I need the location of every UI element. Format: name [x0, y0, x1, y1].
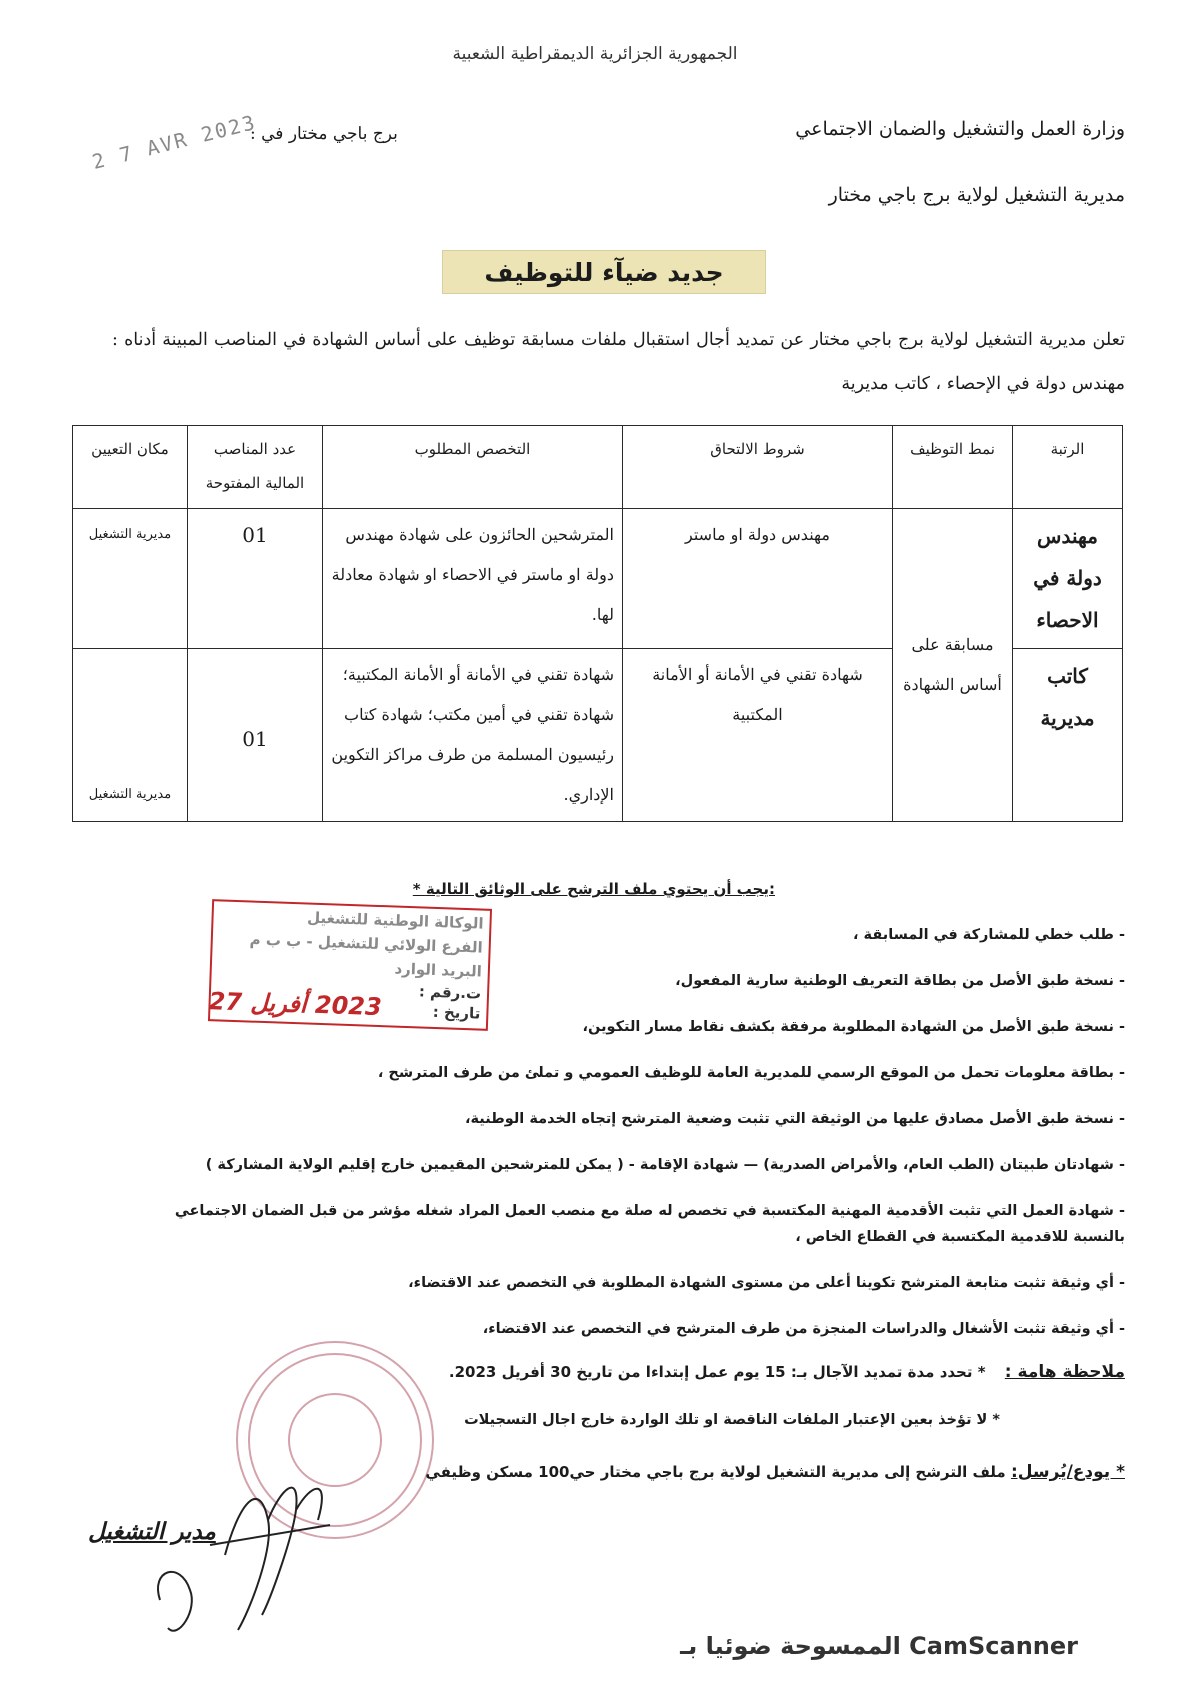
header-location: مكان التعيين — [73, 426, 188, 509]
stamp-ref: ت.رقم : — [418, 982, 482, 1003]
stamp-date: 2023 أفريل 27 — [208, 987, 383, 1022]
ministry-name: وزارة العمل والتشغيل والضمان الاجتماعي — [795, 118, 1125, 140]
date-stamp: 2 7 AVR 2023 — [89, 109, 259, 175]
header-conditions: شروط الالتحاق — [623, 426, 893, 509]
list-item: - نسخة طبق الأصل مصادق عليها من الوثيقة التي تثبت وضعية المترشح إتجاه الخدمة الوطنية، — [464, 1111, 1125, 1127]
camscanner-footer: الممسوحة ضوئيا بـ CamScanner — [680, 1632, 1078, 1660]
list-item: - أي وثيقة تثبت متابعة المترشح تكوينا أعلى من مستوى الشهادة المطلوبة في التخصص عند الاقتضاء، — [408, 1275, 1125, 1291]
stamp-line: البريد الوارد — [394, 959, 483, 981]
list-item: - شهادتان طبيتان (الطب العام، والأمراض الصدرية) — شهادة الإقامة - ( يمكن للمترشحين المقيمين خارج إقليم الولاية المشاركة ) — [205, 1157, 1125, 1173]
list-item: - شهادة العمل التي تثبت الأقدمية المهنية المكتسبة في تخصص له صلة مع منصب العمل المراد شغله مؤشر من قبل الضمان الاجتماعي بالنسبة للاقدمية المكتسبة في القطاع الخاص ، — [174, 1203, 1125, 1245]
location-cell: مديرية التشغيل — [73, 649, 188, 822]
rank-cell: مهندس دولة في الاحصاء — [1013, 509, 1123, 649]
list-item: - أي وثيقة تثبت الأشغال والدراسات المنجزة من طرف المترشح في التخصص عند الاقتضاء، — [482, 1321, 1125, 1337]
stamp-date-label: تاريخ : — [432, 1002, 481, 1023]
received-stamp — [208, 899, 492, 1031]
stamp-line: الفرع الولائي للتشغيل - ب ب م — [249, 930, 484, 957]
note-label: ملاحظة هامة : — [1004, 1362, 1125, 1382]
announcement-intro: تعلن مديرية التشغيل لولاية برج باجي مختار عن تمديد أجال استقبال ملفات مسابقة توظيف على أساس الشهادة في المناصب المبينة أدناه : مهندس دولة في الإحصاء ، كاتب مديرية — [112, 330, 1125, 394]
specialty-cell: شهادة تقني في الأمانة أو الأمانة المكتبية؛شهادة تقني في أمين مكتب؛ شهادة كتاب رئيسيون المسلمة من طرف مراكز التكوين الإداري. — [323, 649, 623, 822]
deposit-instruction — [425, 1462, 1125, 1482]
list-item: - نسخة طبق الأصل من الشهادة المطلوبة مرفقة بكشف نقاط مسار التكوين، — [582, 1019, 1125, 1035]
place-date-line: برج باجي مختار في : — [250, 124, 398, 144]
table-row — [73, 509, 1123, 649]
positions-cell: 01 — [188, 649, 323, 822]
specialty-cell: المترشحين الحائزون على شهادة مهندس دولة او ماستر في الاحصاء او شهادة معادلة لها. — [323, 509, 623, 649]
header-rank: الرتبة — [1013, 426, 1123, 509]
header-specialty: التخصص المطلوب — [323, 426, 623, 509]
note-extension: * تحدد مدة تمديد الآجال بـ: 15 يوم عمل إبتداءا من تاريخ 30 أفريل 2023. — [448, 1363, 986, 1381]
list-item: - بطاقة معلومات تحمل من الموقع الرسمي للمديرية العامة للوظيف العمومي و تملئ من طرف المترشح ، — [377, 1065, 1125, 1081]
rank-cell: كاتب مديرية — [1013, 649, 1123, 822]
directorate-name: مديرية التشغيل لولاية برج باجي مختار — [828, 184, 1125, 206]
conditions-cell: مهندس دولة او ماستر — [623, 509, 893, 649]
stamp-line: الوكالة الوطنية للتشغيل — [306, 908, 484, 933]
header-recruitment-mode: نمط التوظيف — [893, 426, 1013, 509]
deposit-text: ملف الترشح إلى مديرية التشغيل لولاية برج باجي مختار حي100 مسكن وظيفي — [425, 1463, 1006, 1481]
header-positions: عدد المناصب المالية المفتوحة — [188, 426, 323, 509]
table-header-row — [73, 426, 1123, 509]
important-note — [449, 1362, 1125, 1382]
republic-title: الجمهورية الجزائرية الديمقراطية الشعبية — [452, 44, 738, 64]
documents-heading: * يجب أن يحتوي ملف الترشح على الوثائق التالية: — [412, 880, 775, 898]
positions-cell: 01 — [188, 509, 323, 649]
handwritten-signature — [158, 1488, 330, 1631]
conditions-cell: شهادة تقني في الأمانة أو الأمانة المكتبية — [623, 649, 893, 822]
source-banner: جديد ضيآء للتوظيف — [442, 250, 766, 294]
note-incomplete: * لا تؤخذ بعين الإعتبار الملفات الناقصة او تلك الواردة خارج اجال التسجيلات — [464, 1412, 1000, 1428]
recruitment-mode-cell: مسابقة على أساس الشهادة — [893, 509, 1013, 822]
signatory-title: مدير التشغيل — [88, 1518, 216, 1545]
deposit-label: * يودع/يُرسل: — [1010, 1462, 1125, 1482]
location-cell: مديرية التشغيل — [73, 509, 188, 649]
list-item: - نسخة طبق الأصل من بطاقة التعريف الوطنية سارية المفعول، — [675, 973, 1125, 989]
positions-table — [72, 425, 1123, 822]
round-seal — [237, 1342, 433, 1538]
list-item: - طلب خطي للمشاركة في المسابقة ، — [852, 927, 1125, 943]
